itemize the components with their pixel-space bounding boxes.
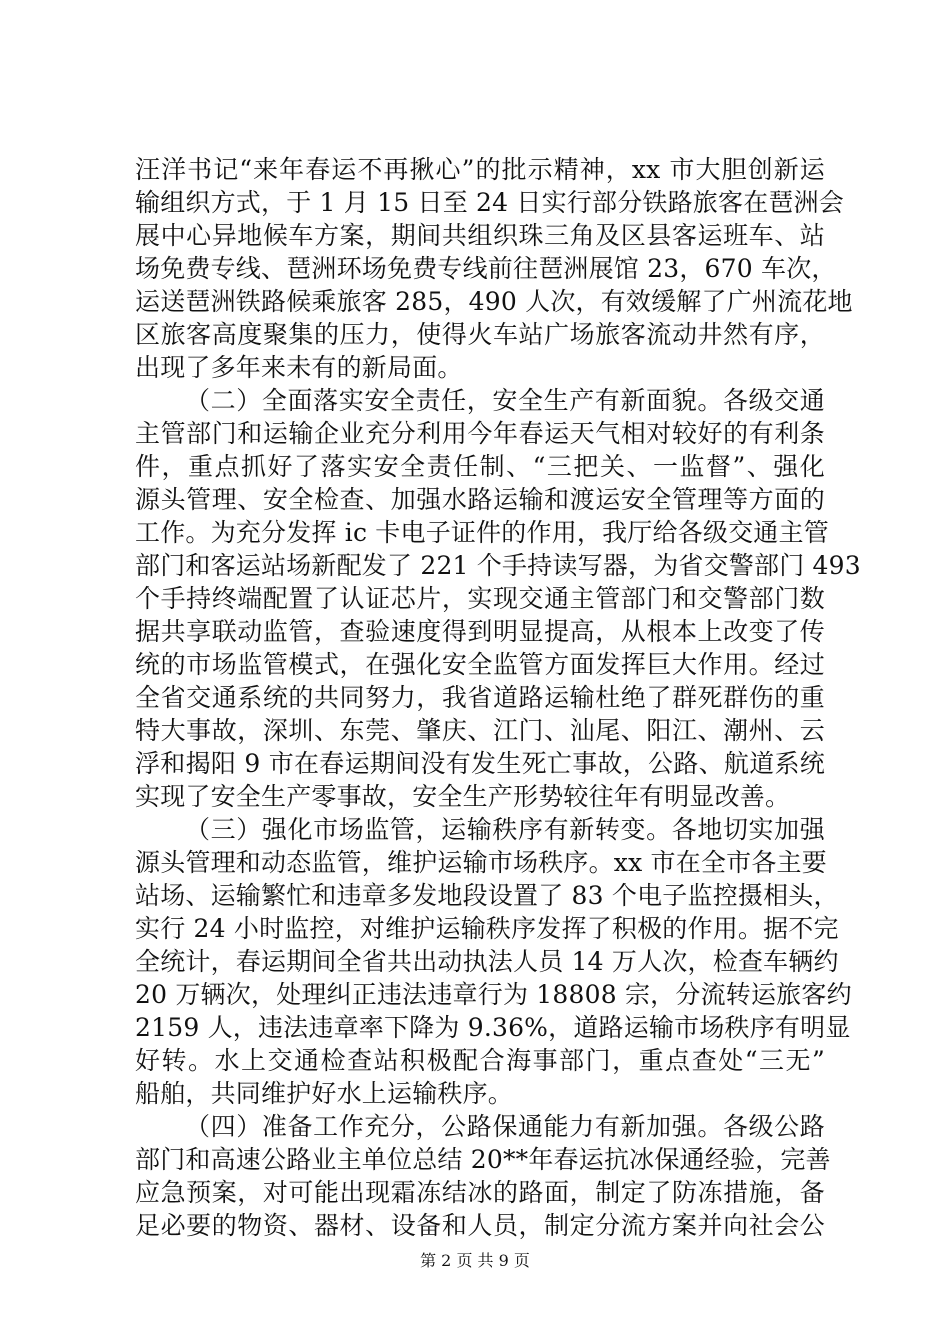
text-line: 场免费专线、琶洲环场免费专线前往琶洲展馆 23，670 车次， (135, 254, 837, 283)
text-line: 全省交通系统的共同努力，我省道路运输杜绝了群死群伤的重 (135, 683, 825, 712)
text-line: 输组织方式，于 1 月 15 日至 24 日实行部分铁路旅客在琶洲会 (135, 188, 845, 217)
text-line: 船舶，共同维护好水上运输秩序。 (135, 1079, 514, 1108)
text-line: 站场、运输繁忙和违章多发地段设置了 83 个电子监控摄相头， (135, 881, 839, 910)
paragraph-start-line: （四）准备工作充分，公路保通能力有新加强。各级公路 (185, 1112, 825, 1141)
text-line: 实现了安全生产零事故，安全生产形势较往年有明显改善。 (135, 782, 791, 811)
text-line: 汪洋书记“来年春运不再揪心”的批示精神，xx 市大胆创新运 (135, 155, 825, 184)
text-line: 运送琶洲铁路候乘旅客 285，490 人次，有效缓解了广州流花地 (135, 287, 853, 316)
text-line: 实行 24 小时监控，对维护运输秩序发挥了积极的作用。据不完 (135, 914, 839, 943)
text-line: 工作。为充分发挥 ic 卡电子证件的作用，我厅给各级交通主管 (135, 518, 829, 547)
paragraph-start-line: （二）全面落实安全责任，安全生产有新面貌。各级交通 (185, 386, 825, 415)
text-line: 个手持终端配置了认证芯片，实现交通主管部门和交警部门数 (135, 584, 825, 613)
text-line: 部门和高速公路业主单位总结 20**年春运抗冰保通经验，完善 (135, 1145, 831, 1174)
page-number-footer: 第 2 页 共 9 页 (420, 1251, 530, 1270)
text-line: 全统计，春运期间全省共出动执法人员 14 万人次，检查车辆约 (135, 947, 839, 976)
text-line: 展中心异地候车方案，期间共组织珠三角及区县客运班车、站 (135, 221, 825, 250)
text-line: 应急预案，对可能出现霜冻结冰的路面，制定了防冻措施，备 (135, 1178, 825, 1207)
text-line: 源头管理、安全检查、加强水路运输和渡运安全管理等方面的 (135, 485, 825, 514)
text-line: 2159 人，违法违章率下降为 9.36%，道路运输市场秩序有明显 (135, 1013, 851, 1042)
text-line: 据共享联动监管，查验速度得到明显提高，从根本上改变了传 (135, 617, 825, 646)
text-line: 件，重点抓好了落实安全责任制、“三把关、一监督”、强化 (135, 452, 825, 481)
text-line: 出现了多年来未有的新局面。 (135, 353, 463, 382)
document-body (135, 153, 861, 1242)
text-line: 20 万辆次，处理纠正违法违章行为 18808 宗，分流转运旅客约 (135, 980, 852, 1009)
text-line: 统的市场监管模式，在强化安全监管方面发挥巨大作用。经过 (135, 650, 825, 679)
text-line: 特大事故，深圳、东莞、肇庆、江门、汕尾、阳江、潮州、云 (135, 716, 825, 745)
text-line: 主管部门和运输企业充分利用今年春运天气相对较好的有利条 (135, 419, 825, 448)
text-line: 足必要的物资、器材、设备和人员，制定分流方案并向社会公 (135, 1211, 825, 1240)
paragraph-start-line: （三）强化市场监管，运输秩序有新转变。各地切实加强 (185, 815, 825, 844)
text-line: 部门和客运站场新配发了 221 个手持读写器，为省交警部门 493 (135, 551, 861, 580)
text-line: 源头管理和动态监管，维护运输市场秩序。xx 市在全市各主要 (135, 848, 827, 877)
text-line: 好转。水上交通检查站积极配合海事部门，重点查处“三无” (135, 1046, 825, 1075)
text-line: 浮和揭阳 9 市在春运期间没有发生死亡事故，公路、航道系统 (135, 749, 825, 778)
text-line: 区旅客高度聚集的压力，使得火车站广场旅客流动井然有序， (135, 320, 825, 349)
